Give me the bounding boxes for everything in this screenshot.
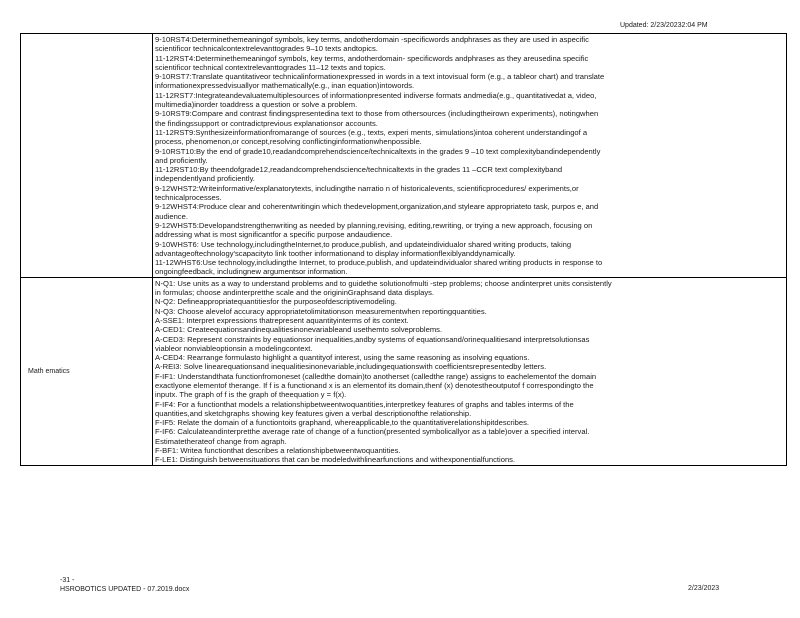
standard-text-line: advantageoftechnology'scapacityto link toother informationand to display informationflexiblyanddynamically. bbox=[155, 248, 516, 258]
standard-text-line: N-Q3: Choose alevelof accuracy appropriatetolimitationson measurementwhen reportingquantities. bbox=[155, 306, 487, 316]
standard-text-line: A-CED1: Createequationsandinequalitiesinonevariableand usethemto solveproblems. bbox=[155, 325, 443, 335]
standard-text-line: 9-10WHST6: Use technology,includingtheInternet,to produce,publish, and updateindividualor shared writing products, taking bbox=[155, 239, 572, 249]
standard-text-line: 11-12RST10:By theendofgrade12,readandcomprehendscience/technicaltexts in the grades 11 –CCR text complexityband bbox=[155, 165, 563, 175]
standard-text-line: F-IF1: Understandthata functionfromoneset (calledthe domain)to anotherset (calledthe range) assigns to eachelementof the domain bbox=[155, 371, 597, 381]
standard-text-line: viableor nonviableoptionsin a modelingcontext. bbox=[155, 343, 313, 353]
standard-text-line: F-IF6: Calculateandinterpretthe average rate of change of a function(presented symbolicallyor as a table)over a specified interval. bbox=[155, 427, 590, 437]
standard-text-line: ongoingfeedback, includingnew argumentsor information. bbox=[155, 267, 348, 277]
standard-text-line: audience. bbox=[155, 211, 188, 221]
standard-text-line: 11-12WHST6:Use technology,includingthe Internet, to produce,publish, and updateindividualor shared writing products in response to bbox=[155, 258, 603, 268]
page-number: -31 - bbox=[60, 577, 75, 584]
standard-text-line: addressing what is most significantfor a specific purpose andaudience. bbox=[155, 230, 393, 240]
standard-text-line: in formulas; choose andinterpretthe scale and the origininGraphsand data displays. bbox=[155, 288, 435, 298]
document-filename: HSROBOTICS UPDATED - 07.2019.docx bbox=[60, 586, 190, 593]
page-footer bbox=[60, 576, 189, 594]
standard-text-line: quantities,and sketchgraphs showing key features given a verbal descriptionofthe relationship. bbox=[155, 408, 472, 418]
updated-timestamp: Updated: 2/23/20232:04 PM bbox=[620, 22, 708, 29]
standard-text-line: F-LE1: Distinguish betweensituations that can be modeledwithlinearfunctions and withexponentialfunctions. bbox=[155, 455, 516, 465]
standards-table bbox=[20, 33, 787, 466]
standard-text-line: A-REI3: Solve linearequationsand inequalitiesinonevariable,includingequationswith coefficientsrepresentedby letters. bbox=[155, 362, 547, 372]
standards-cell bbox=[153, 34, 787, 278]
standard-text-line: process, phenomenon,or concept,resolving conflictinginformationwhenpossible. bbox=[155, 137, 422, 147]
standard-text-line: inputx. The graph of f is the graph of theequation y = f(x). bbox=[155, 390, 347, 400]
standard-text-line: multimedia)inorder toaddress a question or solve a problem. bbox=[155, 100, 358, 110]
standard-text-line: 11-12RST9:Synthesizeinformationfromarange of sources (e.g., texts, experi ments, simulations)intoa coherent understandingof a bbox=[155, 127, 588, 137]
standard-text-line: independentlyand proficiently. bbox=[155, 174, 255, 184]
standard-text-line: scientificor technical contextrelevanttogrades 11–12 texts and topics. bbox=[155, 62, 386, 72]
footer-date: 2/23/2023 bbox=[688, 585, 720, 592]
standard-text-line: A-CED3: Represent constraints by equationsor inequalities,andby systems of equationsand/orinequalitiesand interpretsolutionsas bbox=[155, 334, 590, 344]
standard-text-line: 9-10RST9:Compare and contrast findingspresentedina text to those from othersources (includingtheirown experiments), notingwhen bbox=[155, 109, 599, 119]
standard-text-line: A-CED4: Rearrange formulasto highlight a quantityof interest, using the same reasoning as insolving equations. bbox=[155, 353, 530, 363]
standard-text-line: 11-12RST7:Integrateandevaluatemultiplesources of informationpresented indiverse formats andmedia(e.g., quantitativedat a, video, bbox=[155, 90, 597, 100]
standard-text-line: 9-10RST7:Translate quantitativeor technicalinformationexpressed in words in a text intovisual form (e.g., a tableor chart) and translate bbox=[155, 72, 605, 82]
standard-text-line: technicalprocesses. bbox=[155, 193, 222, 203]
subject-cell bbox=[21, 34, 153, 278]
standard-text-line: N-Q2: Defineappropriatequantitiesfor the purposeofdescriptivemodeling. bbox=[155, 297, 397, 307]
standard-text-line: Estimatetherateof change from agraph. bbox=[155, 436, 287, 446]
table-row bbox=[21, 277, 787, 465]
subject-label: Math ematics bbox=[28, 367, 70, 375]
standard-text-line: 9-12WHST4:Produce clear and coherentwritingin which thedevelopment,organization,and stylearе appropriateto task, purpos e, and bbox=[155, 202, 599, 212]
standards-cell bbox=[153, 277, 787, 465]
standard-text-line: 9-12WHST2:Writeinformative/explanatorytexts, includingthe narratio n of historicalevents, scientificprocedures/ experiments,or bbox=[155, 183, 579, 193]
standard-text-line: A-SSE1: Interpret expressions thatrepresent aquantityinterms of its context. bbox=[155, 315, 409, 325]
standard-text-line: F-IF5: Relate the domain of a functiontoits graphand, whereapplicable,to the quantitativerelationshipitdescribes. bbox=[155, 418, 530, 428]
standard-text-line: and proficiently. bbox=[155, 155, 208, 165]
table-row bbox=[21, 34, 787, 278]
standard-text-line: informationexpressedvisuallyor mathematically(e.g., inan equation)intowords. bbox=[155, 81, 415, 91]
standard-text-line: scientificor technicalcontextrelevanttogrades 9–10 texts andtopics. bbox=[155, 44, 378, 54]
standard-text-line: 11-12RST4:Determinethemeaningof symbols, key terms, andotherdomain- specificwords andphrases as they areusedina specific bbox=[155, 53, 589, 63]
standard-text-line: 9-10RST4:Determinethemeaningof symbols, key terms, andotherdomain -specificwords andphrases as they are used in aspecific bbox=[155, 35, 589, 44]
standard-text-line: F-BF1: Writea functionthat describes a relationshipbetweentwoquantities. bbox=[155, 446, 401, 456]
standard-text-line: N-Q1: Use units as a way to understand problems and to guidethe solutionofmulti -step problems; choose andinterpret units consistently bbox=[155, 278, 612, 288]
standard-text-line: exactlyone elementof therange. If f is a functionand x is an elementof its domain,thenf (x) denotestheoutputof f correspondingto the bbox=[155, 380, 594, 390]
standard-text-line: 9-10RST10:By the end of grade10,readandcomprehendscience/technicaltexts in the grades 9 –10 text complexitybandindependently bbox=[155, 146, 601, 156]
standard-text-line: the findingssupport or contradictprevious explanationsor accounts. bbox=[155, 118, 378, 128]
subject-cell bbox=[21, 277, 153, 465]
standard-text-line: F-IF4: For a functionthat models a relationshipbetweentwoquantities,interpretkey features of graphs and tables interms of the bbox=[155, 399, 574, 409]
standard-text-line: 9-12WHST5:Developandstrengthenwriting as needed by planning,revising, editing,rewriting, or trying a new approach, focusing on bbox=[155, 220, 593, 230]
